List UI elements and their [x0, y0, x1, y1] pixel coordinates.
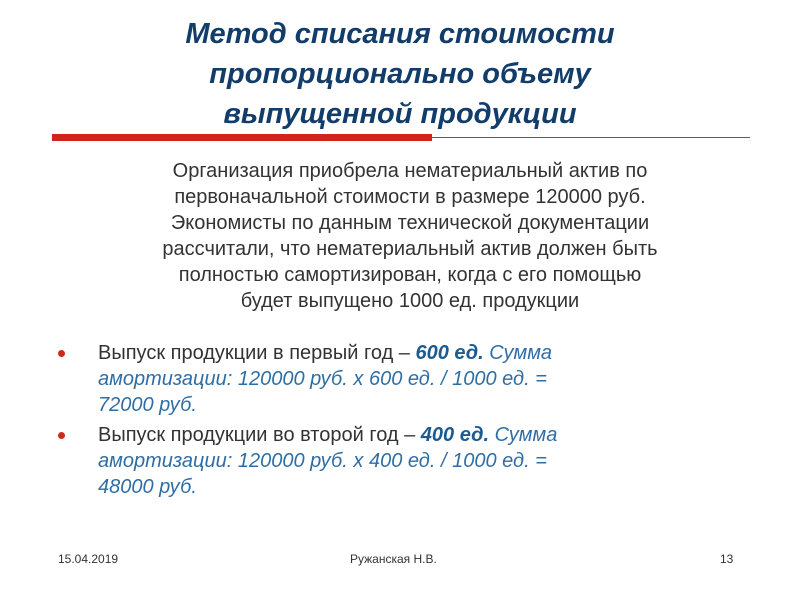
title-accent-bar [52, 134, 432, 141]
footer-date: 15.04.2019 [58, 552, 119, 566]
bullet-amount: 400 ед. [420, 424, 490, 446]
intro-line: полностью самортизирован, когда с его помощью [178, 264, 642, 286]
title-line: Метод списания стоимости [185, 18, 615, 50]
bullet-line3: 48000 руб. [98, 476, 197, 498]
title-line: выпущенной продукции [223, 98, 577, 130]
slide-title [40, 14, 760, 134]
intro-paragraph [90, 158, 730, 314]
bullet-line1-rest: Сумма [483, 342, 553, 364]
bullet-item [58, 340, 748, 418]
intro-line: рассчитали, что нематериальный актив должен быть [162, 238, 658, 260]
title-line: пропорционально объему [209, 58, 591, 90]
intro-line: Организация приобрела нематериальный актив по [172, 160, 648, 182]
bullet-amount: 600 ед. [415, 342, 484, 364]
intro-line: Экономисты по данным технической документации [170, 212, 650, 234]
bullet-line2: амортизации: 120000 руб. х 600 ед. / 1000 ед. = [98, 368, 547, 390]
bullet-prefix: Выпуск продукции во второй год – [98, 424, 421, 446]
footer-author: Ружанская Н.В. [350, 552, 437, 566]
bullet-dot-icon [58, 350, 65, 357]
bullet-line1-rest: Сумма [489, 424, 558, 446]
bullet-list [58, 340, 748, 504]
footer-page-number: 13 [720, 552, 734, 566]
intro-line: первоначальной стоимости в размере 120000 руб. [174, 186, 646, 208]
bullet-prefix: Выпуск продукции в первый год – [98, 342, 416, 364]
bullet-line2: амортизации: 120000 руб. х 400 ед. / 1000 ед. = [98, 450, 547, 472]
bullet-item [58, 422, 748, 500]
bullet-line3: 72000 руб. [98, 394, 197, 416]
intro-line: будет выпущено 1000 ед. продукции [240, 290, 580, 312]
bullet-dot-icon [58, 432, 65, 439]
